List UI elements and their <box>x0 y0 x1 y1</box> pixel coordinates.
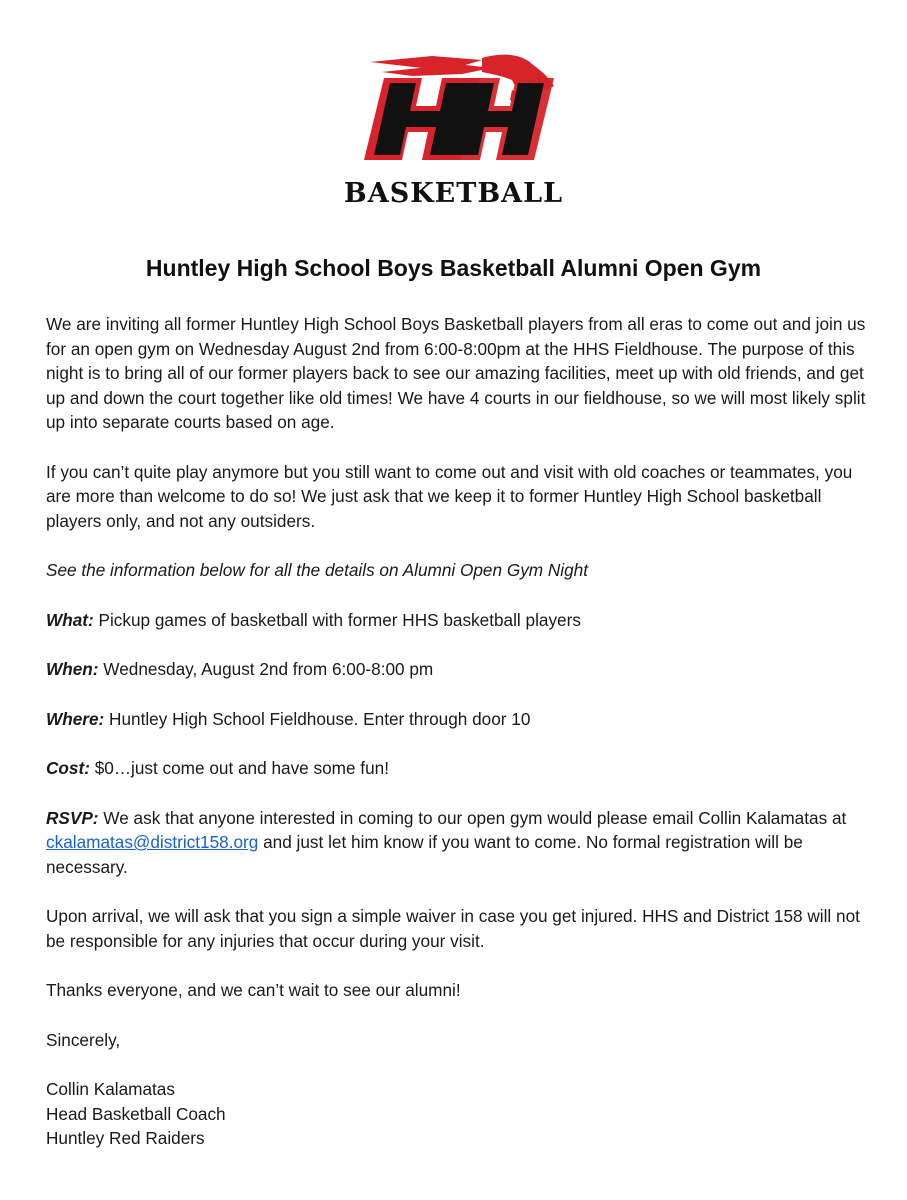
what-text: Pickup games of basketball with former HHS basketball players <box>93 609 581 630</box>
document-title: Huntley High School Boys Basketball Alumni Open Gym <box>145 255 762 281</box>
visit-paragraph: If you can’t quite play anymore but you still want to come out and visit with old coaches or teammates, you are more than welcome to do so! We just ask that we keep it to former Huntley High School basketball players only, and not any outsiders. <box>46 461 853 531</box>
signature-org: Huntley Red Raiders <box>46 1128 205 1148</box>
hhs-raider-logo <box>362 50 562 170</box>
thanks-paragraph: Thanks everyone, and we can’t wait to see our alumni! <box>46 980 461 1000</box>
rsvp-text-after: and just let him know if you want to come. No formal registration will be necessary. <box>46 832 803 877</box>
rsvp-text-before: We ask that anyone interested in coming to our open gym would please email Collin Kalamatas at <box>98 807 847 828</box>
detail-rsvp <box>46 806 876 880</box>
signature-title: Head Basketball Coach <box>46 1103 226 1124</box>
where-label: Where: <box>46 708 105 729</box>
cost-label: Cost: <box>46 758 90 778</box>
document-body <box>46 312 876 1151</box>
details-intro: See the information below for all the details on Alumni Open Gym Night <box>46 560 589 580</box>
signature-name: Collin Kalamatas <box>46 1079 175 1099</box>
cost-text: $0…just come out and have some fun! <box>89 758 389 778</box>
when-label: When: <box>46 659 99 679</box>
where-text: Huntley High School Fieldhouse. Enter through door 10 <box>104 708 531 729</box>
closing: Sincerely, <box>46 1029 121 1050</box>
rsvp-label: RSVP: <box>46 807 99 828</box>
rsvp-email-link[interactable]: ckalamatas@district158.org <box>46 832 259 852</box>
signature-block <box>46 1077 876 1151</box>
waiver-paragraph: Upon arrival, we will ask that you sign a simple waiver in case you get injured. HHS and District 158 will not be responsible for any injuries that occur during your visit. <box>46 906 860 951</box>
when-text: Wednesday, August 2nd from 6:00-8:00 pm <box>98 659 434 679</box>
basketball-wordmark: BASKETBALL <box>343 178 564 209</box>
intro-paragraph: We are inviting all former Huntley High School Boys Basketball players from all eras to come out and join us for an open gym on Wednesday August 2nd from 6:00-8:00pm at the HHS Fieldhouse. The purpose of this night is to bring all of our former players back to see our amazing facilities, meet up with old friends, and get up and down the court together like old times! We have 4 courts in our fieldhouse, so we will most likely split up into separate courts based on age. <box>46 314 866 432</box>
detail-when <box>46 657 876 682</box>
detail-what <box>46 608 876 633</box>
detail-cost <box>46 756 876 781</box>
what-label: What: <box>46 609 94 630</box>
detail-where <box>46 707 876 732</box>
